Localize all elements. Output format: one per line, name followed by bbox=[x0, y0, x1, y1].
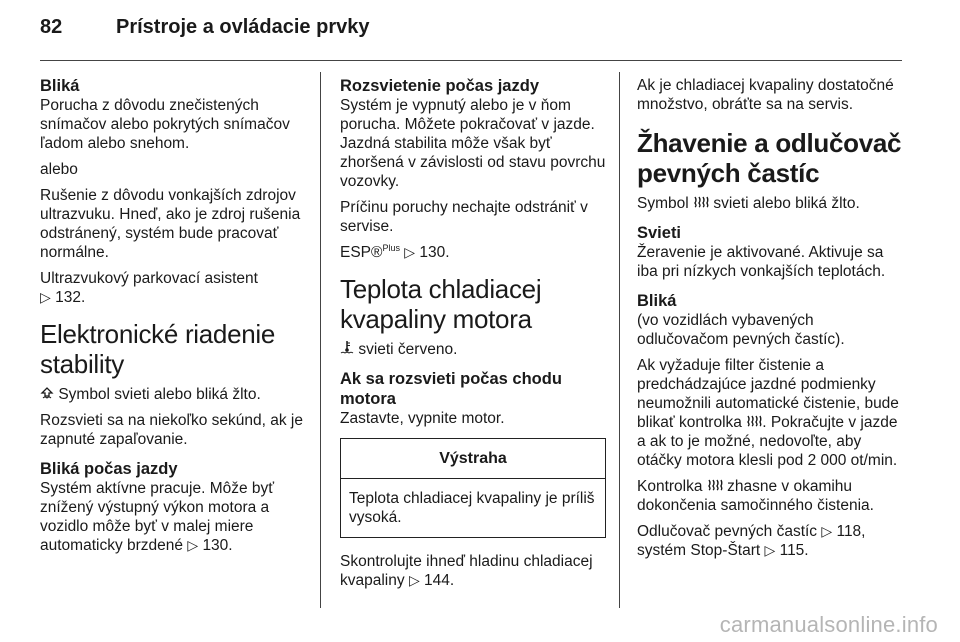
paragraph bbox=[40, 269, 308, 307]
paragraph bbox=[637, 194, 907, 213]
glow-plug-icon bbox=[707, 477, 723, 496]
page-number: 82 bbox=[40, 16, 63, 38]
page-header bbox=[40, 16, 369, 39]
column-divider bbox=[320, 72, 321, 608]
paragraph: Žeravenie je aktivované. Aktivuje sa iba pri nízkych vonkajších teplotách. bbox=[637, 244, 886, 280]
glow-plug-icon bbox=[746, 413, 762, 432]
paragraph-text: svieti alebo bliká žlto. bbox=[713, 195, 860, 212]
page-ref[interactable] bbox=[187, 537, 232, 554]
paragraph-text: Symbol svieti alebo bliká žlto. bbox=[58, 386, 261, 403]
page-ref-value: 144. bbox=[424, 572, 455, 589]
page-ref[interactable] bbox=[40, 289, 85, 306]
page-ref[interactable] bbox=[765, 542, 809, 559]
column-3 bbox=[637, 76, 907, 567]
paragraph-text: . Pokračujte v jazde a ak to je možné, nedovoľte, aby otáčky motora klesli pod 2 000 ot/min. bbox=[637, 414, 898, 469]
paragraph: Systém je vypnutý alebo je v ňom porucha. Môžete pokračovať v jazde. Jazdná stabilita môže však byť zhoršená v závislosti od stavu povrchu vozovky. bbox=[340, 97, 606, 190]
paragraph: Rozsvieti sa na niekoľko sekúnd, ak je zapnuté zapaľovanie. bbox=[40, 412, 303, 448]
paragraph bbox=[40, 385, 308, 404]
page-title: Prístroje a ovládacie prvky bbox=[116, 16, 370, 38]
paragraph: Ak je chladiacej kvapaliny dostatočné množstvo, obráťte sa na servis. bbox=[637, 77, 894, 113]
paragraph-text: svieti červeno. bbox=[358, 341, 458, 358]
arrow-ref-icon: ▷ bbox=[408, 572, 420, 588]
glow-plug-icon bbox=[693, 194, 709, 213]
warning-text: Teplota chladiacej kvapaliny je príliš vysoká. bbox=[349, 490, 595, 526]
header-rule bbox=[40, 60, 902, 61]
paragraph bbox=[340, 243, 606, 262]
paragraph bbox=[637, 522, 907, 560]
column-1 bbox=[40, 76, 308, 562]
section-heading: Bliká bbox=[40, 77, 80, 95]
paragraph-text: systém Stop-Štart bbox=[637, 542, 761, 559]
page-ref[interactable] bbox=[404, 244, 449, 261]
paragraph: Príčinu poruchy nechajte odstrániť v servise. bbox=[340, 199, 588, 235]
chapter-heading: Teplota chladiacej kvapaliny motora bbox=[340, 274, 542, 334]
paragraph bbox=[340, 552, 606, 590]
arrow-ref-icon: ▷ bbox=[821, 523, 833, 539]
chapter-heading: Elektronické riadenie stability bbox=[40, 319, 276, 379]
page-ref-value: 115. bbox=[779, 542, 809, 559]
watermark: carmanualsonline.info bbox=[719, 612, 938, 637]
section-heading: Bliká bbox=[637, 292, 677, 310]
paragraph-text: Odlučovač pevných častíc bbox=[637, 523, 818, 540]
paragraph bbox=[340, 340, 606, 359]
page-ref[interactable] bbox=[821, 523, 865, 540]
paragraph-text: Kontrolka bbox=[637, 478, 703, 495]
page-ref[interactable] bbox=[409, 572, 454, 589]
warning-title: Výstraha bbox=[341, 439, 605, 479]
paragraph: (vo vozidlách vybavených odlučovačom pevných častíc). bbox=[637, 312, 845, 348]
esp-superscript: Plus bbox=[382, 242, 400, 253]
chapter-heading: Žhavenie a odlučovač pevných častíc bbox=[637, 128, 902, 188]
paragraph: alebo bbox=[40, 161, 78, 178]
paragraph bbox=[637, 356, 907, 470]
paragraph: Porucha z dôvodu znečistených snímačov alebo pokrytých snímačov ľadom alebo snehom. bbox=[40, 97, 290, 152]
paragraph: Zastavte, vypnite motor. bbox=[340, 410, 505, 427]
section-heading: Rozsvietenie počas jazdy bbox=[340, 77, 539, 95]
paragraph bbox=[637, 477, 907, 515]
section-heading: Bliká počas jazdy bbox=[40, 460, 178, 478]
arrow-ref-icon: ▷ bbox=[40, 289, 51, 305]
esc-skid-icon bbox=[40, 385, 54, 404]
column-divider bbox=[619, 72, 620, 608]
paragraph-text: Skontrolujte ihneď hladinu chladiacej kvapaliny bbox=[340, 553, 593, 589]
paragraph-text: Symbol bbox=[637, 195, 689, 212]
paragraph: Rušenie z dôvodu vonkajších zdrojov ultrazvuku. Hneď, ako je zdroj rušenia odstránený, systém bude pracovať normálne. bbox=[40, 187, 301, 261]
section-heading: Ak sa rozsvieti počas chodu motora bbox=[340, 370, 562, 408]
page-ref-value: 130. bbox=[419, 244, 450, 261]
arrow-ref-icon: ▷ bbox=[764, 542, 776, 558]
page-ref-value: 132. bbox=[55, 289, 86, 306]
column-2 bbox=[340, 76, 606, 597]
coolant-temperature-icon bbox=[340, 340, 354, 359]
page-ref-value: 130. bbox=[202, 537, 233, 554]
paragraph-text: Systém aktívne pracuje. Môže byť znížený výstupný výkon motora a vozidlo môže byť v malej miere automaticky brzdené bbox=[40, 480, 275, 554]
arrow-ref-icon: ▷ bbox=[187, 537, 199, 553]
esp-label: ESP® bbox=[340, 244, 383, 261]
paragraph-text: Ak vyžaduje filter čistenie a predchádzajúce jazdné podmienky neumožnili automatické čistenie, bude blikať kontrolka bbox=[637, 357, 899, 431]
paragraph bbox=[40, 479, 308, 555]
section-heading: Svieti bbox=[637, 224, 682, 242]
link-text: Ultrazvukový parkovací asistent bbox=[40, 270, 258, 287]
warning-box bbox=[340, 438, 606, 538]
page-ref-value: 118, bbox=[836, 523, 866, 540]
paragraph-text: zhasne v okamihu dokončenia samočinného čistenia. bbox=[637, 478, 874, 514]
arrow-ref-icon: ▷ bbox=[404, 244, 416, 260]
